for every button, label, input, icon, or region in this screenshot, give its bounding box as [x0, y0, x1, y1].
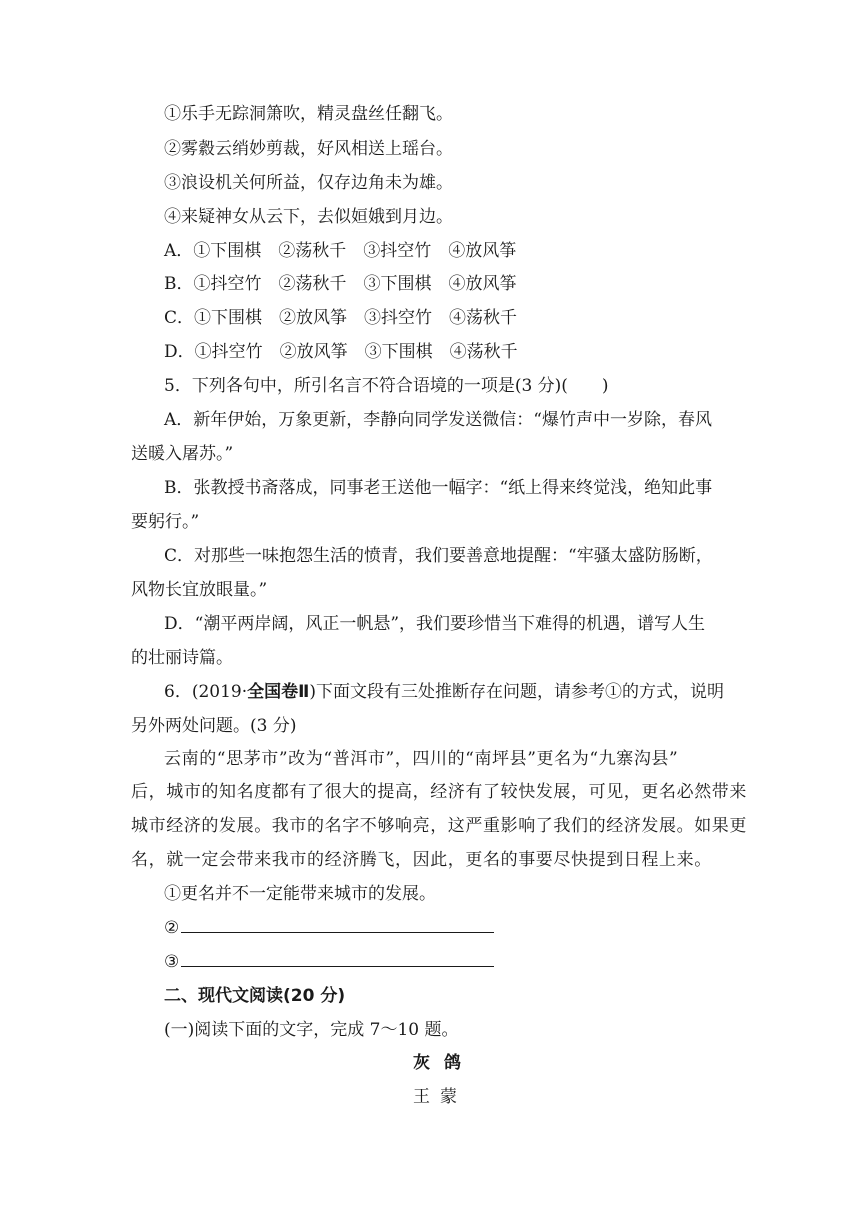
poem-line-1: ①乐手无踪洞箫吹，精灵盘丝任翻飞。	[164, 104, 453, 124]
q6-passage-line2: 后，城市的知名度都有了很大的提高，经济有了较快发展，可见，更名必然带来	[131, 782, 747, 802]
q6-answer-3-blank[interactable]	[181, 952, 494, 967]
q5-option-d-line1: D．“潮平两岸阔，风正一帆悬”，我们要珍惜当下难得的机遇，谱写人生	[164, 614, 706, 634]
q4-option-a: A．①下围棋 ②荡秋千 ③抖空竹 ④放风筝	[164, 241, 517, 261]
article-title: 灰鸽	[413, 1053, 475, 1073]
section-2-heading: 二、现代文阅读(20 分)	[164, 986, 346, 1006]
q6-stem-rest: )下面文段有三处推断存在问题，请参考①的方式，说明	[309, 682, 724, 702]
q6-answer-1: ①更名并不一定能带来城市的发展。	[164, 884, 436, 904]
q5-option-b-line1: B．张教授书斋落成，同事老王送他一幅字：“纸上得来终觉浅，绝知此事	[164, 478, 713, 498]
q5-option-c-line1: C．对那些一味抱怨生活的愤青，我们要善意地提醒：“牢骚太盛防肠断，	[164, 546, 713, 566]
q5-stem: 5．下列各句中，所引名言不符合语境的一项是(3 分)( )	[164, 376, 609, 396]
q6-stem-line2: 另外两处问题。(3 分)	[131, 716, 297, 736]
poem-line-4: ④来疑神女从云下，去似姮娥到月边。	[164, 207, 453, 227]
poem-line-2: ②雾縠云绡妙剪裁，好风相送上瑶台。	[164, 139, 453, 159]
q6-answer-2-blank[interactable]	[181, 918, 494, 933]
q6-answer-2-label: ②	[164, 918, 180, 938]
section-2-intro: (一)阅读下面的文字，完成 7～10 题。	[164, 1020, 459, 1040]
q5-option-d-line2: 的壮丽诗篇。	[131, 648, 233, 668]
q6-passage-line4: 名，就一定会带来我市的经济腾飞，因此，更名的事要尽快提到日程上来。	[131, 850, 712, 870]
q6-prefix: 6．(2019·	[164, 682, 248, 702]
q6-passage-line1: 云南的“思茅市”改为“普洱市”，四川的“南坪县”更名为“九寨沟县”	[164, 749, 679, 769]
poem-line-3: ③浪设机关何所益，仅存边角未为雄。	[164, 173, 453, 193]
q4-option-d: D．①抖空竹 ②放风筝 ③下围棋 ④荡秋千	[164, 342, 518, 362]
q6-passage-line3: 城市经济的发展。我市的名字不够响亮，这严重影响了我们的经济发展。如果更	[131, 816, 747, 836]
q6-source: 全国卷Ⅱ	[247, 682, 310, 702]
q6-stem-line1	[164, 681, 724, 703]
q5-option-b-line2: 要躬行。”	[131, 512, 200, 532]
q6-answer-3	[164, 951, 494, 973]
q4-option-c: C．①下围棋 ②放风筝 ③抖空竹 ④荡秋千	[164, 308, 518, 328]
q6-answer-3-label: ③	[164, 952, 180, 972]
q5-option-c-line2: 风物长宜放眼量。”	[131, 580, 268, 600]
article-author: 王蒙	[413, 1087, 467, 1107]
q6-answer-2	[164, 917, 494, 939]
q5-option-a-line2: 送暖入屠苏。”	[131, 444, 234, 464]
q4-option-b: B．①抖空竹 ②荡秋千 ③下围棋 ④放风筝	[164, 274, 517, 294]
q5-option-a-line1: A．新年伊始，万象更新，李静向同学发送微信：“爆竹声中一岁除，春风	[164, 410, 712, 430]
